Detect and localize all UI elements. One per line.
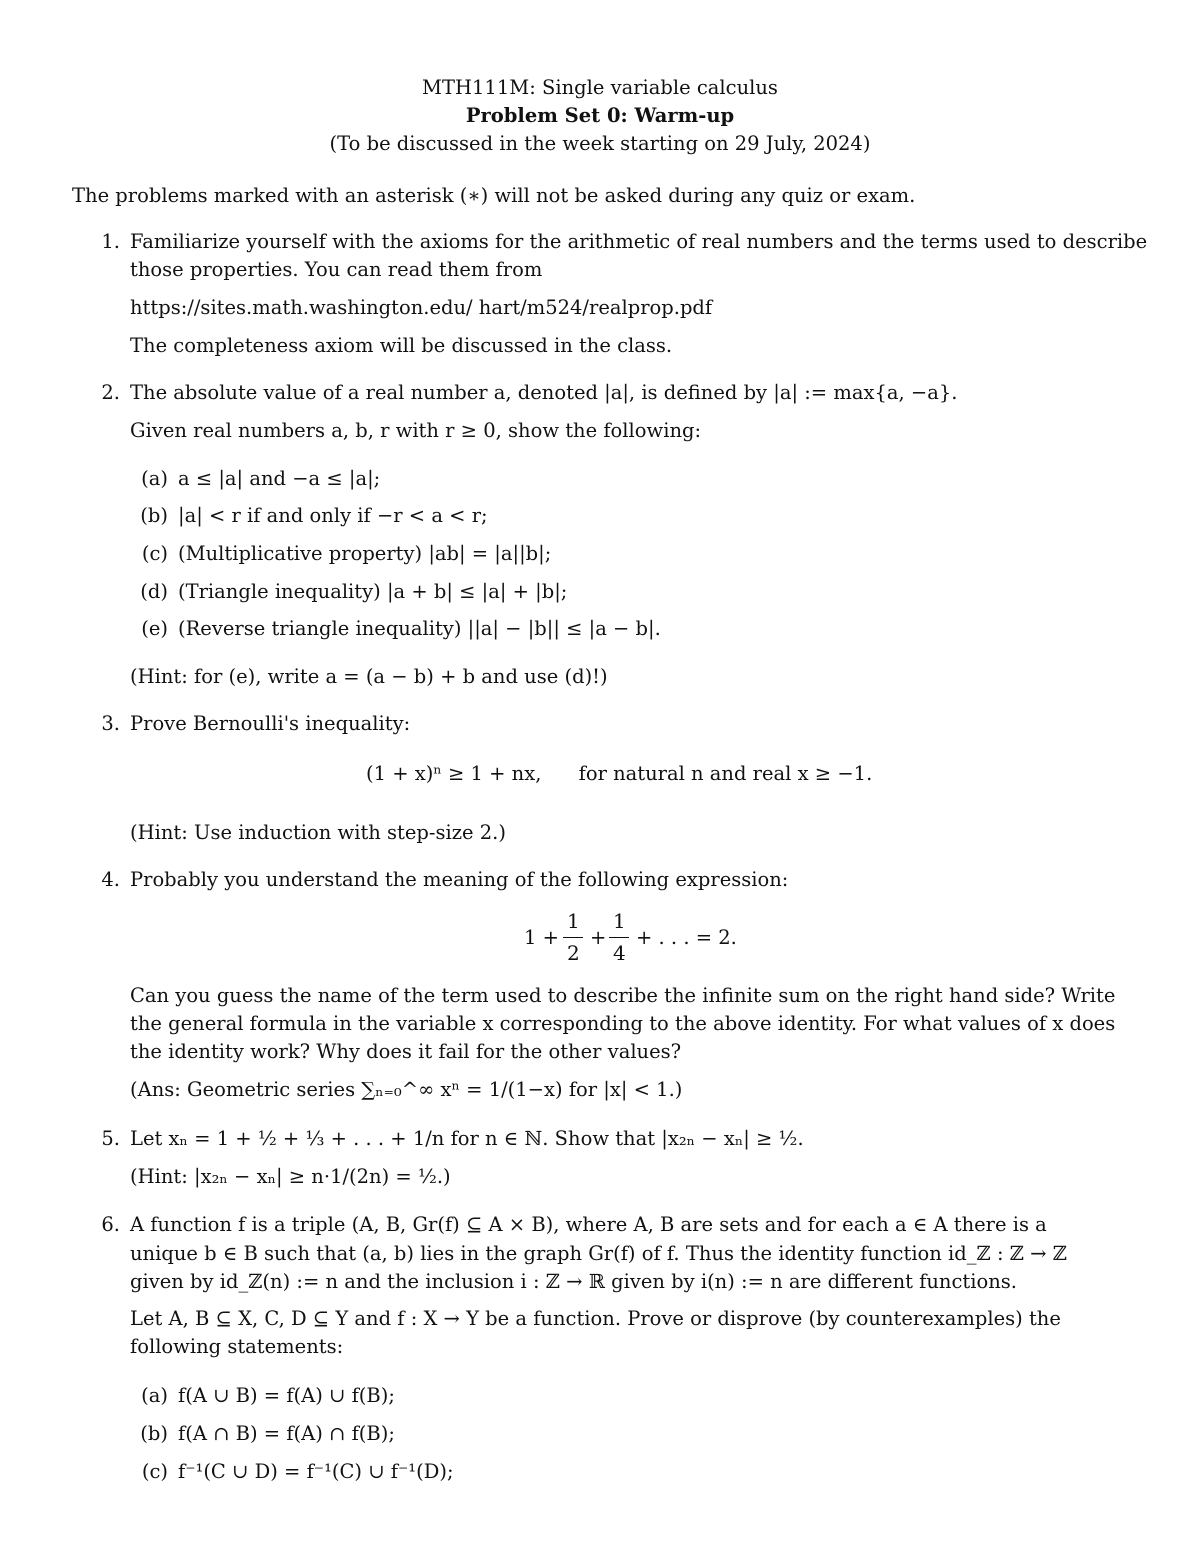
problem-number: 3. [101, 712, 120, 735]
schedule-note: (To be discussed in the week starting on 29 July, 2024) [329, 132, 871, 155]
problem-3-line: Prove Bernoulli's inequality: [130, 712, 411, 735]
part-label: (e) [141, 617, 168, 640]
problem-2-line: The absolute value of a real number a, denoted |a|, is defined by |a| := max{a, −a}. [130, 381, 958, 404]
sum-tail: + . . . = 2. [636, 926, 737, 949]
problem-number: 1. [101, 230, 120, 253]
reference-link[interactable]: https://sites.math.washington.edu/ hart/m524/realprop.pdf [130, 296, 713, 319]
course-title: MTH111M: Single variable calculus [422, 76, 778, 99]
sum-plus: + [590, 926, 607, 949]
problem-4-line: the identity work? Why does it fail for the other values? [130, 1040, 682, 1063]
fraction-numerator: 1 [567, 909, 580, 933]
problem-1-line: The completeness axiom will be discussed in the class. [130, 334, 673, 357]
hint: (Hint: for (e), write a = (a − b) + b and use (d)!) [130, 665, 608, 688]
problem-6-line: Let A, B ⊆ X, C, D ⊆ Y and f : X → Y be a function. Prove or disprove (by counterexamples) the [130, 1307, 1061, 1330]
part-text: a ≤ |a| and −a ≤ |a|; [178, 467, 381, 490]
problem-set-title: Problem Set 0: Warm-up [465, 104, 735, 127]
problem-6-line: A function f is a triple (A, B, Gr(f) ⊆ A × B), where A, B are sets and for each a ∈ A there is a [130, 1213, 1047, 1236]
problem-1-line: those properties. You can read them from [130, 258, 543, 281]
fraction-bar [563, 937, 583, 938]
fraction-bar [609, 937, 629, 938]
problem-6-line: following statements: [130, 1335, 344, 1358]
part-text: (Reverse triangle inequality) ||a| − |b|| ≤ |a − b|. [178, 617, 661, 640]
problem-number: 6. [101, 1213, 120, 1236]
part-text: |a| < r if and only if −r < a < r; [178, 504, 488, 527]
problem-6-line: unique b ∈ B such that (a, b) lies in the graph Gr(f) of f. Thus the identity function id_ℤ : ℤ → ℤ [130, 1242, 1067, 1265]
part-label: (a) [141, 467, 168, 490]
problem-number: 5. [101, 1127, 120, 1150]
part-text: (Multiplicative property) |ab| = |a||b|; [178, 542, 552, 565]
problem-6-line: given by id_ℤ(n) := n and the inclusion i : ℤ → ℝ given by i(n) := n are different functions. [130, 1270, 1017, 1293]
hint: (Hint: |x₂ₙ − xₙ| ≥ n·1/(2n) = ½.) [130, 1165, 451, 1188]
problem-1-line: Familiarize yourself with the axioms for the arithmetic of real numbers and the terms used to describe [130, 230, 1148, 253]
part-label: (c) [141, 542, 168, 565]
sum-lead: 1 + [524, 926, 559, 949]
part-label: (b) [140, 504, 168, 527]
intro-note: The problems marked with an asterisk (∗) will not be asked during any quiz or exam. [72, 184, 916, 207]
part-label: (b) [140, 1422, 168, 1445]
problem-number: 2. [101, 381, 120, 404]
fraction-numerator: 1 [613, 909, 626, 933]
part-label: (d) [140, 580, 168, 603]
problem-4-line: Can you guess the name of the term used to describe the infinite sum on the right hand side? Write [130, 984, 1116, 1007]
display-equation: (1 + x)ⁿ ≥ 1 + nx, for natural n and real x ≥ −1. [366, 762, 873, 785]
problem-2-line: Given real numbers a, b, r with r ≥ 0, show the following: [130, 419, 702, 442]
problem-5-line: Let xₙ = 1 + ½ + ⅓ + . . . + 1/n for n ∈ ℕ. Show that |x₂ₙ − xₙ| ≥ ½. [130, 1127, 804, 1150]
problem-4-line: the general formula in the variable x corresponding to the above identity. For what values of x does [130, 1012, 1116, 1035]
part-text: (Triangle inequality) |a + b| ≤ |a| + |b|; [178, 580, 568, 603]
part-label: (c) [141, 1460, 168, 1483]
part-label: (a) [141, 1384, 168, 1407]
part-text: f⁻¹(C ∪ D) = f⁻¹(C) ∪ f⁻¹(D); [178, 1460, 454, 1483]
fraction-denominator: 2 [567, 941, 580, 965]
fraction-denominator: 4 [613, 941, 626, 965]
part-text: f(A ∩ B) = f(A) ∩ f(B); [178, 1422, 395, 1445]
answer: (Ans: Geometric series ∑ₙ₌₀^∞ xⁿ = 1/(1−x) for |x| < 1.) [130, 1078, 683, 1101]
part-text: f(A ∪ B) = f(A) ∪ f(B); [178, 1384, 395, 1407]
hint: (Hint: Use induction with step-size 2.) [130, 821, 506, 844]
problem-number: 4. [101, 868, 120, 891]
problem-4-line: Probably you understand the meaning of the following expression: [130, 868, 789, 891]
